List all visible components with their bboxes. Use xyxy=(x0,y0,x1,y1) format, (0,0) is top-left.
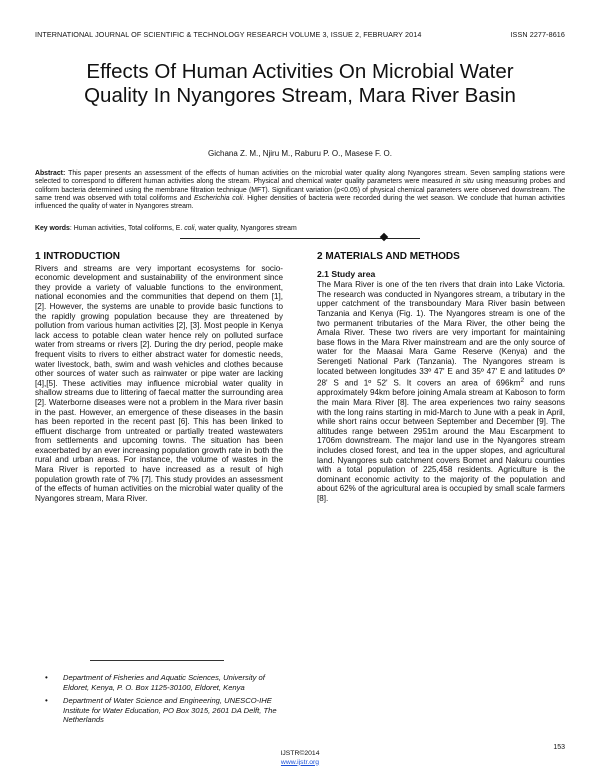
abstract-ecoli: Escherichia coli xyxy=(193,194,243,202)
abstract-text-1: This paper presents an assessment of the effects of human activities on the microbial water quality along Nyangores stream. Seven sampling stations were selected to correspond to different human activities along the stream. Physical and chemical water quality parameters were measured xyxy=(35,170,565,186)
keywords xyxy=(35,225,565,232)
study-area-text-1: The Mara River is one of the ten rivers that drain into Lake Victoria. The research was conducted in Nyangores stream, a tributary in the upper catchment of the transboundary Mara River basin between Tanzania and Kenya (Fig. 1). The Nyangores stream is one of the two permanent tributaries of the Mara River, the other being the Amala River. These two rivers are very important for maintaining base flows in the Mara River mainstream and are the only source of water for the Maasai Mara Game Reserve (Kenya) and the Serengeti National Park (Tanzania). The Nyangores stream is located between longitudes 33º 47' E and 35º 47' E and latitudes 0º 28' S and 1º 52' S. It covers an area of 696km xyxy=(317,280,565,388)
right-column xyxy=(317,252,565,504)
intro-heading: 1 INTRODUCTION xyxy=(35,251,120,262)
left-column xyxy=(35,252,283,503)
affiliation-text: Department of Water Science and Engineering, UNESCO-IHE Institute for Water Education, PO Box 3015, 2601 DA Delft, The Netherlands xyxy=(63,696,277,725)
abstract-label: Abstract: xyxy=(35,170,66,177)
affiliations xyxy=(45,673,285,729)
affiliation-item xyxy=(45,673,285,692)
copyright-code: IJSTR©2014 xyxy=(280,750,320,757)
intro-body: Rivers and streams are very important ecosystems for socio-economic development and sustainability of the environment since they provide a variety of valuable functions to the environment, national economies and the communities that depend on them [1], [2]. However, the systems are unable to provide basic functions to the rapidly growing population because they are threatened by pollution from various human activities [2], [3]. Most people in Kenya lack access to potable clean water hence rely on polluted surface water from streams or rivers [2]. During the dry period, people make frequent visits to rivers to either abstract water for domestic needs, water livestock, bath, swim and wash vehicles and clothes because other sources of water such as rainwater or pipe water are lacking [4],[5]. These activities may influence microbial water quality in shallow streams due to littering of faecal matter the surrounding area [2]. Waterborne diseases were not a problem in the Mara river basin in the past. However, an emergence of these diseases in the basin has been reported in the recent past [6]. This has been linked to effluent discharge from untreated or partially treated wastewaters from settlements and upcoming towns. The situation has been exacerbated by an ever increasing population growth rate in both the rural and urban areas. For instance, the volume of wastes in the Mara River is reported to have increased as a result of high population growth rate of 7% [7]. This study provides an assessment of the effects of human activities on the microbial water quality of the Nyangores stream, Mara River. xyxy=(35,263,283,503)
abstract-text-3: . Higher densities of bacteria were recorded during the wet season. We conclude that human activities influenced the quality of water in Nyangores stream. xyxy=(35,194,565,211)
paper-title: Effects Of Human Activities On Microbial Water Quality In Nyangores Stream, Mara River Basin xyxy=(84,60,516,107)
superscript-2: 2 xyxy=(520,377,525,385)
keywords-text-1: : Human activities, Total coliforms, E. xyxy=(69,225,185,232)
abstract xyxy=(35,170,565,211)
keywords-coli: coli xyxy=(184,225,195,232)
affiliation-item xyxy=(45,696,285,725)
abstract-in-situ: in situ xyxy=(455,178,474,186)
keywords-label: Key words xyxy=(35,225,70,232)
keywords-text-2: , water quality, Nyangores stream xyxy=(194,225,297,232)
authors: Gichana Z. M., Njiru M., Raburu P. O., Masese F. O. xyxy=(208,149,392,158)
journal-url-link[interactable]: www.ijstr.org xyxy=(280,758,320,766)
study-area-body xyxy=(317,280,565,503)
footnote-separator xyxy=(90,660,224,661)
study-area-text-2: and runs approximately 94km before joining Amala stream at Kaboson to form the main Mara River [8]. The area experiences two rainy seasons with the long rains starting in mid-March to June with a peak in April, while short rains occur between September and December [9]. The altitudes range between 2951m around the Mau Escarpment to 1706m downstream. The major land use in the Nyangores stream includes closed forest, and tea in the upper slopes, and agricultural land. Nyangores sub catchment covers Bomet and Nakuru counties with a total population of 225,458 residents. Agriculture is the dominant economic activity to the majority of the population and about 62% of the agricultural area is occupied by small scale farmers [8]. xyxy=(317,378,565,503)
issn: ISSN 2277-8616 xyxy=(510,30,565,39)
running-header xyxy=(35,30,565,39)
bullet-icon: • xyxy=(45,696,48,706)
divider-diamond-icon xyxy=(380,233,388,241)
abstract-text-2: using measuring probes and coliform bacteria determined using the membrane filtration technique (MFT). Significant variation (p<0.05) of physical chemical parameters were observed downstream. The same trend was observed with total coliforms and xyxy=(35,178,565,202)
affiliation-text: Department of Fisheries and Aquatic Sciences, University of Eldoret, Kenya, P. O. Box 1125-30100, Eldoret, Kenya xyxy=(63,673,265,692)
page-number: 153 xyxy=(553,744,565,751)
page-footer xyxy=(0,750,600,767)
journal-name: INTERNATIONAL JOURNAL OF SCIENTIFIC & TECHNOLOGY RESEARCH VOLUME 3, ISSUE 2, FEBRUARY 2014 xyxy=(35,30,422,39)
bullet-icon: • xyxy=(45,673,48,682)
methods-heading: 2 MATERIALS AND METHODS xyxy=(317,251,460,262)
study-area-heading: 2.1 Study area xyxy=(317,268,376,279)
